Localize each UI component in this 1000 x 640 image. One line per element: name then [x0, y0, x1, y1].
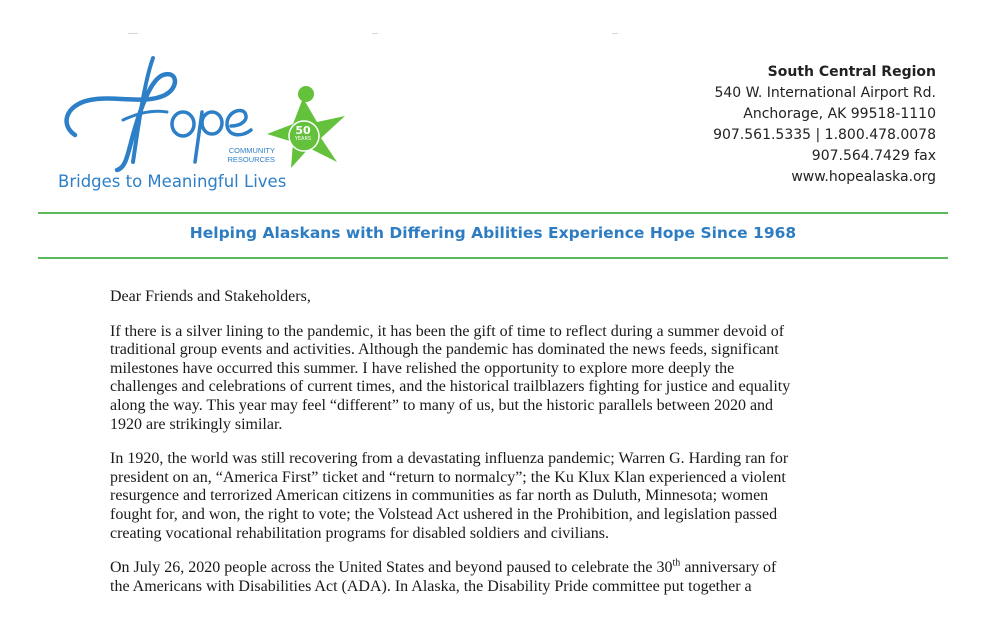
paragraph-line: In 1920, the world was still recovering from a devastating influenza pandemic; Warren G. Harding ran for	[110, 450, 789, 468]
anniversary-number: 50	[295, 124, 311, 137]
logo-community-text: COMMUNITY	[228, 146, 275, 155]
scan-mark	[612, 33, 618, 34]
paragraph-line-start: On July 26, 2020 people across the United States and beyond paused to celebrate the 30	[110, 559, 673, 577]
logo-resources-text: RESOURCES	[227, 155, 275, 164]
paragraph-line: If there is a silver lining to the pandemic, it has been the gift of time to reflect during a summer devoid of	[110, 322, 785, 340]
paragraph-line	[110, 559, 900, 578]
phone-numbers: 907.561.5335 | 1.800.478.0078	[713, 127, 936, 143]
paragraph-line: along the way. This year may feel “different” to many of us, but the historic parallels between 2020 and	[110, 396, 774, 414]
scan-mark	[372, 33, 378, 34]
logo-tagline: Bridges to Meaningful Lives	[58, 172, 287, 191]
paragraph-1	[110, 323, 900, 435]
organization-motto: Helping Alaskans with Differing Abilities Experience Hope Since 1968	[189, 224, 797, 242]
website: www.hopealaska.org	[791, 169, 936, 185]
paragraph-line: traditional group events and activities. Although the pandemic has dominated the news feeds, significant	[110, 341, 779, 359]
ordinal-suffix: th	[672, 557, 681, 569]
hope-logo	[55, 50, 355, 200]
paragraph-2	[110, 450, 900, 543]
paragraph-3	[110, 559, 900, 596]
salutation: Dear Friends and Stakeholders,	[110, 288, 311, 305]
paragraph-line: creating vocational rehabilitation programs for disabled soldiers and civilians.	[110, 524, 609, 542]
paragraph-line: milestones have occurred this summer. I have relished the opportunity to explore more deeply the	[110, 359, 735, 377]
paragraph-line-end: anniversary of	[680, 559, 777, 577]
paragraph-line: challenges and celebrations of current times, and the historical trailblazers fighting for justice and equality	[110, 378, 791, 396]
fax-number: 907.564.7429 fax	[811, 148, 936, 164]
paragraph-line: president on an, “America First” ticket and “return to normalcy”; the Ku Klux Klan experienced a violent	[110, 468, 786, 486]
city-state-zip: Anchorage, AK 99518-1110	[743, 106, 936, 122]
paragraph-line: the Americans with Disabilities Act (ADA). In Alaska, the Disability Pride committee put together a	[110, 577, 752, 595]
anniversary-badge	[292, 126, 314, 142]
paragraph-line: resurgence and terrorized American citizens in communities as far north as Duluth, Minnesota; women	[110, 487, 769, 505]
address-block	[713, 62, 936, 188]
street-address: 540 W. International Airport Rd.	[714, 85, 936, 101]
logo-community-resources	[215, 146, 275, 164]
region-name: South Central Region	[767, 64, 936, 80]
green-divider-top	[38, 212, 948, 214]
paragraph-line: 1920 are strikingly similar.	[110, 415, 283, 433]
paragraph-line: fought for, and won, the right to vote; the Volstead Act ushered in the Prohibition, and legislation passed	[110, 505, 778, 523]
anniversary-label: YEARS	[294, 136, 312, 142]
letter-body	[110, 288, 900, 612]
green-divider-bottom	[38, 257, 948, 259]
scan-mark	[128, 33, 138, 34]
